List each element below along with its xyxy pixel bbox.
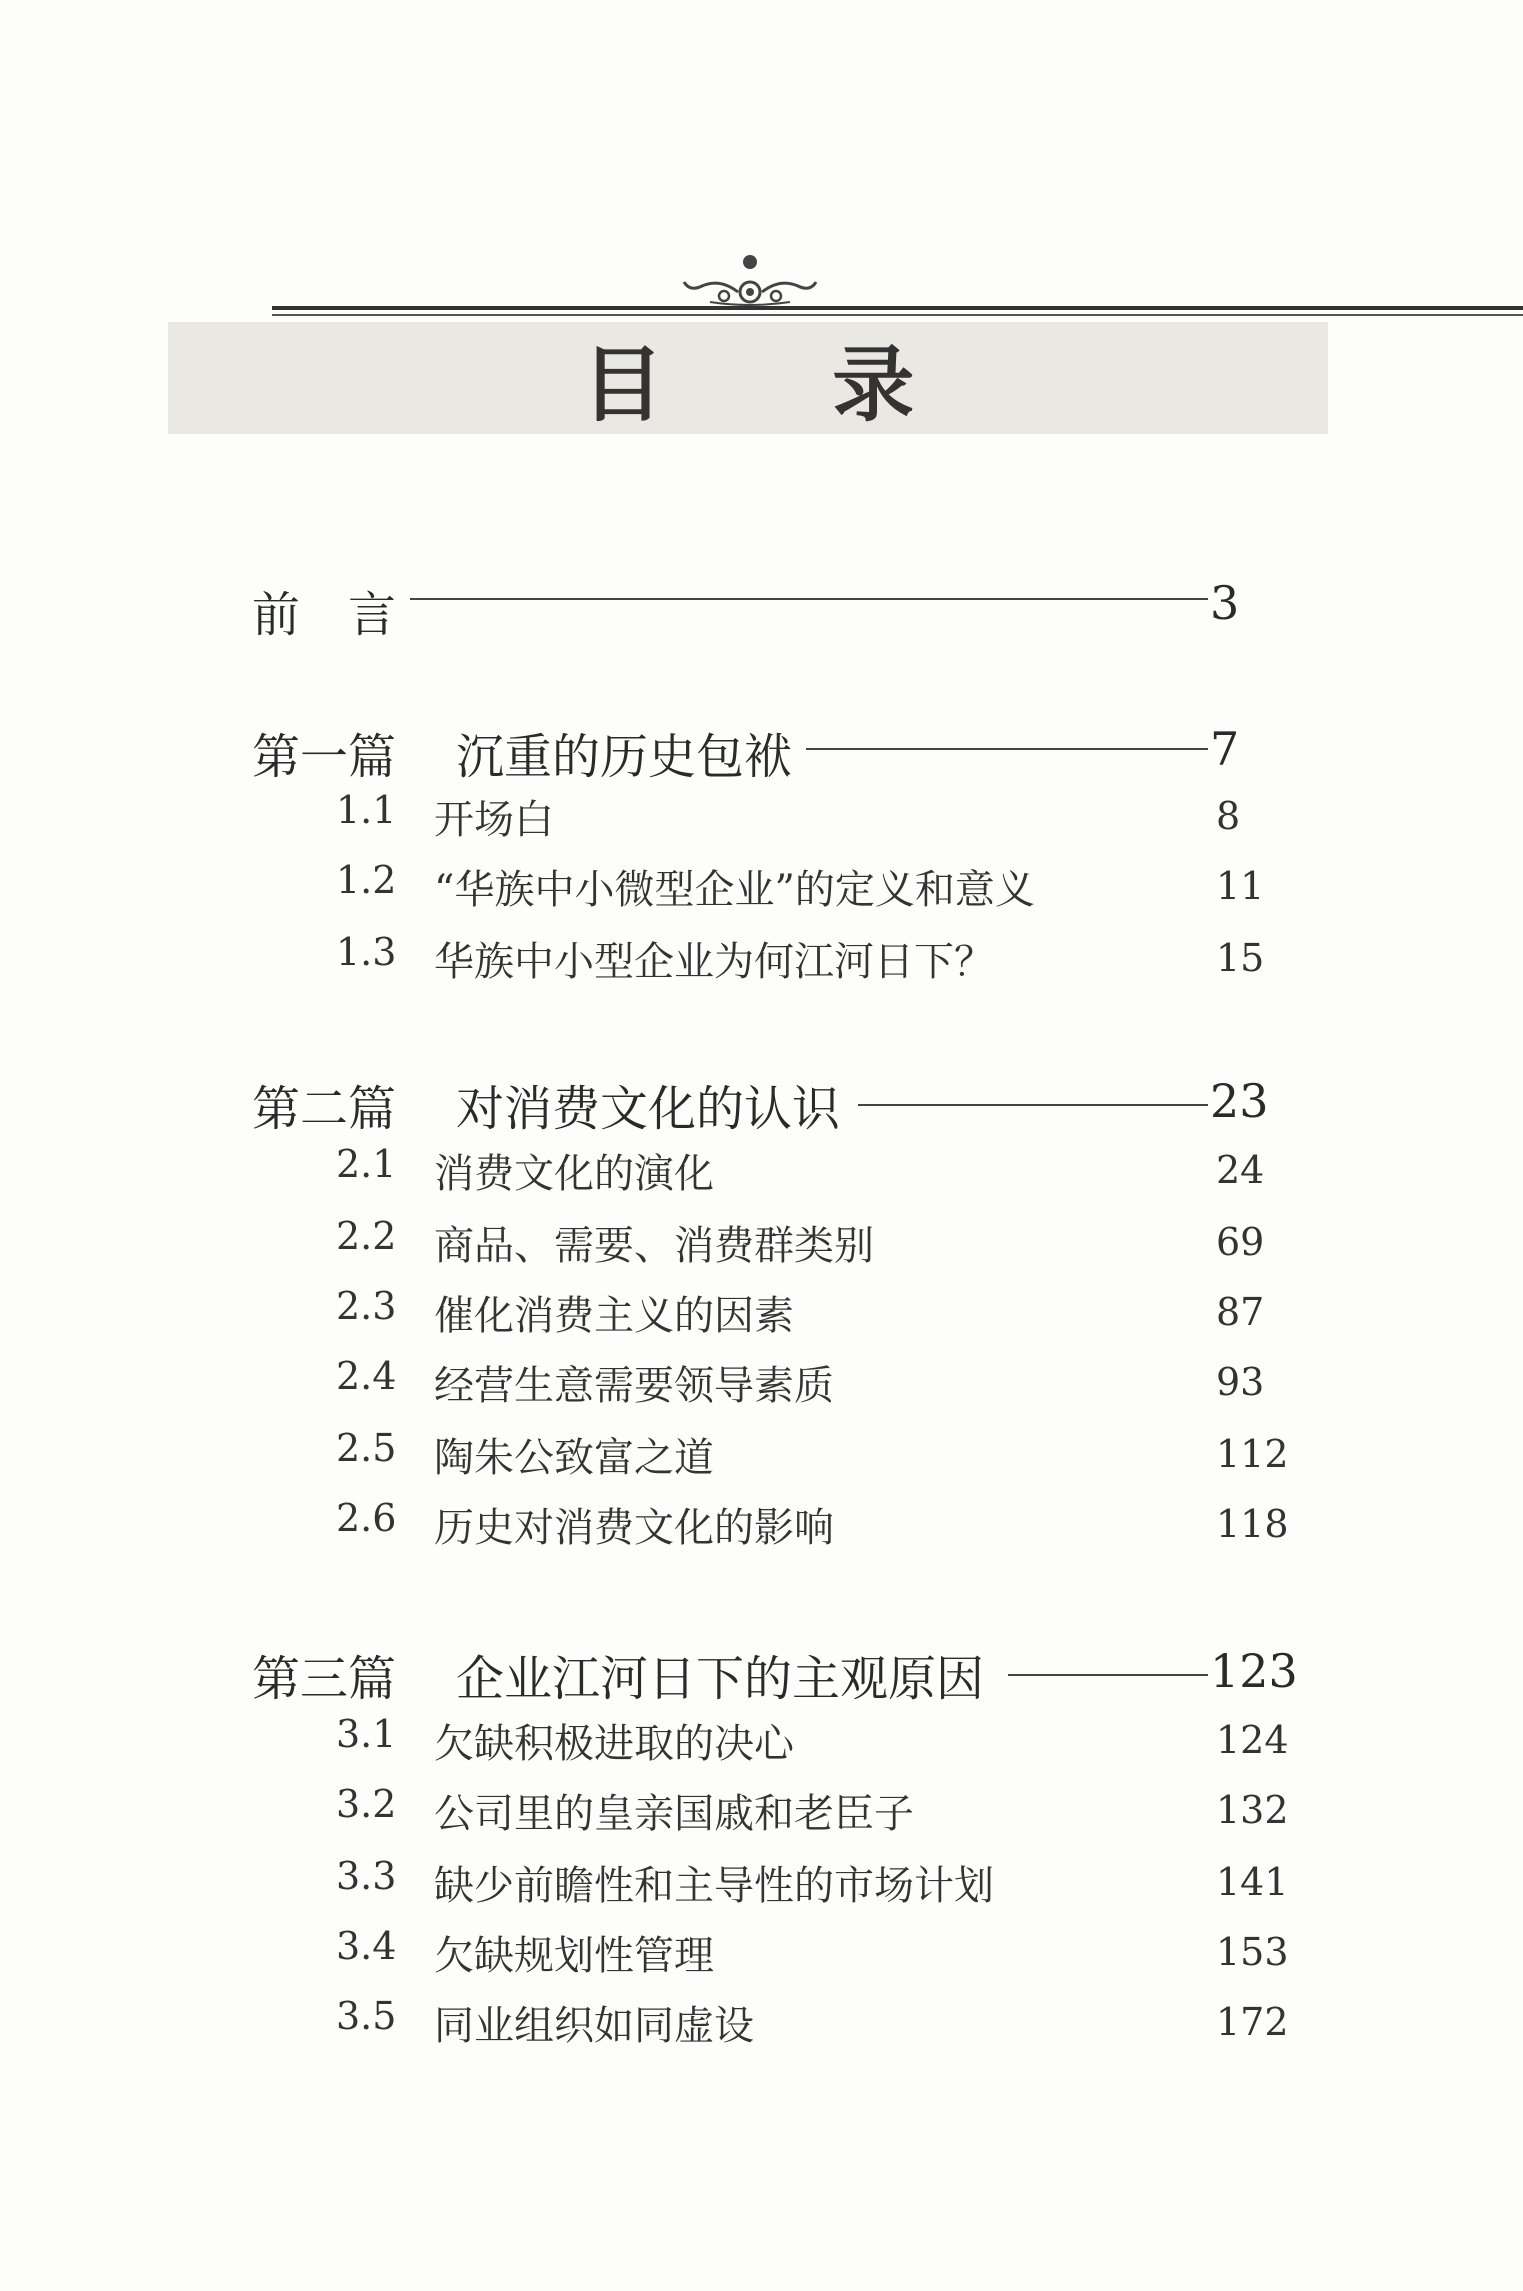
section-title: 陶朱公致富之道 xyxy=(434,1435,714,1481)
leader-line xyxy=(1008,1674,1208,1676)
section-number: 3.2 xyxy=(336,1782,397,1826)
section-title: 商品、需要、消费群类别 xyxy=(434,1223,874,1269)
section-title: 欠缺积极进取的决心 xyxy=(434,1721,794,1767)
page-title: 目 录 xyxy=(581,336,985,433)
section-title: “华族中小微型企业”的定义和意义 xyxy=(434,867,1035,913)
section-number: 2.5 xyxy=(336,1426,397,1470)
section-title: 催化消费主义的因素 xyxy=(434,1293,794,1339)
section-number: 3.3 xyxy=(336,1854,397,1898)
section-title: 开场白 xyxy=(434,797,554,843)
part-page: 23 xyxy=(1210,1074,1269,1128)
section-title: 欠缺规划性管理 xyxy=(434,1933,714,1979)
section-title: 同业组织如同虚设 xyxy=(434,2003,754,2049)
preface-label: 前 言 xyxy=(252,587,397,643)
section-number: 1.2 xyxy=(336,858,397,902)
section-number: 3.1 xyxy=(336,1712,397,1756)
section-page: 24 xyxy=(1216,1148,1265,1192)
section-page: 87 xyxy=(1216,1290,1265,1334)
part-title: 沉重的历史包袱 xyxy=(456,729,793,785)
section-number: 2.2 xyxy=(336,1214,397,1258)
section-page: 69 xyxy=(1216,1220,1265,1264)
section-title: 经营生意需要领导素质 xyxy=(434,1363,834,1409)
section-title: 华族中小型企业为何江河日下？ xyxy=(434,939,994,985)
section-page: 124 xyxy=(1216,1718,1289,1762)
section-page: 153 xyxy=(1216,1930,1289,1974)
section-page: 8 xyxy=(1216,794,1241,838)
section-page: 112 xyxy=(1216,1432,1289,1476)
section-number: 1.3 xyxy=(336,930,397,974)
section-number: 2.4 xyxy=(336,1354,397,1398)
part-title: 对消费文化的认识 xyxy=(456,1081,841,1137)
section-page: 132 xyxy=(1216,1788,1289,1832)
leader-line xyxy=(858,1104,1208,1106)
section-page: 118 xyxy=(1216,1502,1289,1546)
part-page: 123 xyxy=(1210,1644,1298,1698)
section-page: 172 xyxy=(1216,2000,1289,2044)
section-number: 2.6 xyxy=(336,1496,397,1540)
part-label: 第一篇 xyxy=(252,729,397,785)
part-label: 第二篇 xyxy=(252,1081,397,1137)
part-title: 企业江河日下的主观原因 xyxy=(456,1651,985,1707)
section-number: 3.5 xyxy=(336,1994,397,2038)
section-page: 141 xyxy=(1216,1860,1289,1904)
section-page: 93 xyxy=(1216,1360,1265,1404)
part-label: 第三篇 xyxy=(252,1651,397,1707)
section-title: 缺少前瞻性和主导性的市场计划 xyxy=(434,1863,994,1909)
section-title: 历史对消费文化的影响 xyxy=(434,1505,834,1551)
section-number: 3.4 xyxy=(336,1924,397,1968)
preface-page: 3 xyxy=(1210,576,1240,630)
part-page: 7 xyxy=(1210,722,1240,776)
section-number: 2.3 xyxy=(336,1284,397,1328)
section-title: 消费文化的演化 xyxy=(434,1151,714,1197)
leader-line xyxy=(410,598,1208,600)
leader-line xyxy=(806,748,1208,750)
section-title: 公司里的皇亲国戚和老臣子 xyxy=(434,1791,914,1837)
section-page: 15 xyxy=(1216,936,1265,980)
section-page: 11 xyxy=(1216,864,1265,908)
section-number: 1.1 xyxy=(336,788,397,832)
section-number: 2.1 xyxy=(336,1142,397,1186)
